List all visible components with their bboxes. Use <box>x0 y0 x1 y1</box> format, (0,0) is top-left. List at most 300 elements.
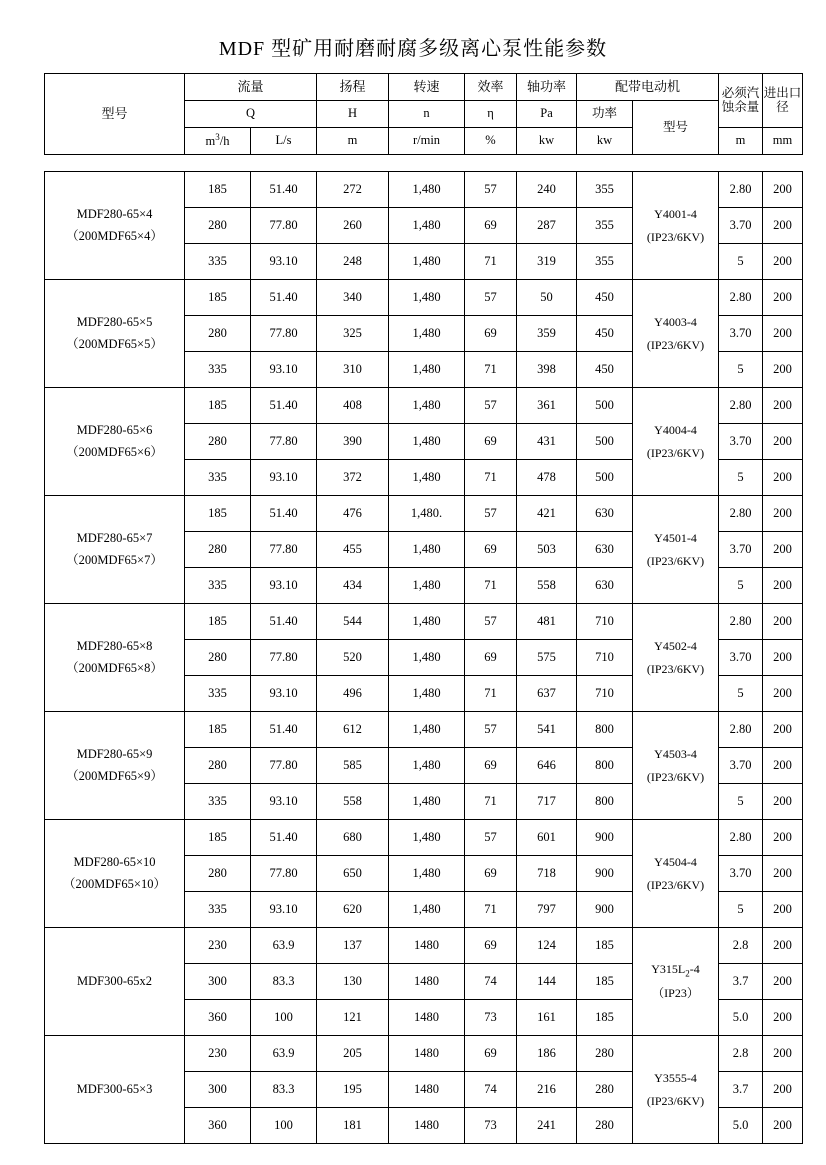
cell-diameter: 200 <box>763 424 803 460</box>
cell-flow-ls: 93.10 <box>251 244 317 280</box>
cell-flow-m3h: 185 <box>185 280 251 316</box>
cell-diameter: 200 <box>763 604 803 640</box>
cell-npsh: 5 <box>719 460 763 496</box>
cell-motor-power: 355 <box>577 172 633 208</box>
cell-diameter: 200 <box>763 1072 803 1108</box>
cell-motor-power: 450 <box>577 352 633 388</box>
cell-npsh: 5 <box>719 892 763 928</box>
cell-motor-power: 630 <box>577 568 633 604</box>
cell-diameter: 200 <box>763 964 803 1000</box>
unit-flow-m3h: $m^3/h$ <box>185 128 251 155</box>
cell-shaft-power: 558 <box>517 568 577 604</box>
cell-shaft-power: 601 <box>517 820 577 856</box>
cell-speed: 1,480 <box>389 640 465 676</box>
cell-efficiency: 71 <box>465 568 517 604</box>
cell-motor-power: 355 <box>577 208 633 244</box>
unit-npsh-m: m <box>719 128 763 155</box>
cell-motor-power: 280 <box>577 1036 633 1072</box>
row-model-line2: （200MDF65×9） <box>66 768 163 783</box>
cell-flow-m3h: 335 <box>185 892 251 928</box>
cell-head: 390 <box>317 424 389 460</box>
cell-flow-m3h: 280 <box>185 640 251 676</box>
cell-motor-power: 355 <box>577 244 633 280</box>
cell-head: 325 <box>317 316 389 352</box>
cell-motor-power: 185 <box>577 964 633 1000</box>
symbol-speed-n: n <box>389 101 465 128</box>
row-model-line1: MDF280-65×9 <box>76 747 153 762</box>
cell-flow-m3h: 300 <box>185 1072 251 1108</box>
row-model-line1: MDF280-65×7 <box>76 531 153 546</box>
row-model <box>45 604 185 712</box>
cell-flow-ls: 93.10 <box>251 352 317 388</box>
cell-speed: 1480 <box>389 1036 465 1072</box>
cell-diameter: 200 <box>763 856 803 892</box>
cell-diameter: 200 <box>763 640 803 676</box>
cell-efficiency: 57 <box>465 496 517 532</box>
cell-shaft-power: 431 <box>517 424 577 460</box>
cell-flow-m3h: 335 <box>185 460 251 496</box>
row-motor-line1: $Y315L_2-4$ <box>651 961 700 979</box>
cell-shaft-power: 637 <box>517 676 577 712</box>
row-motor-model <box>633 820 719 928</box>
cell-shaft-power: 361 <box>517 388 577 424</box>
cell-head: 340 <box>317 280 389 316</box>
cell-flow-m3h: 280 <box>185 316 251 352</box>
cell-flow-ls: 51.40 <box>251 280 317 316</box>
cell-shaft-power: 717 <box>517 784 577 820</box>
unit-dia-mm: mm <box>763 128 803 155</box>
cell-shaft-power: 646 <box>517 748 577 784</box>
cell-diameter: 200 <box>763 784 803 820</box>
cell-npsh: 5 <box>719 676 763 712</box>
cell-head: 544 <box>317 604 389 640</box>
cell-shaft-power: 797 <box>517 892 577 928</box>
cell-head: 260 <box>317 208 389 244</box>
cell-npsh: 5 <box>719 352 763 388</box>
cell-efficiency: 69 <box>465 640 517 676</box>
cell-motor-power: 900 <box>577 820 633 856</box>
row-model-line1: MDF280-65×5 <box>76 315 153 330</box>
row-model <box>45 928 185 1036</box>
cell-motor-power: 500 <box>577 460 633 496</box>
cell-diameter: 200 <box>763 568 803 604</box>
table-row <box>45 820 803 856</box>
cell-speed: 1,480 <box>389 568 465 604</box>
cell-efficiency: 73 <box>465 1000 517 1036</box>
cell-flow-m3h: 185 <box>185 820 251 856</box>
cell-speed: 1480 <box>389 928 465 964</box>
cell-flow-ls: 51.40 <box>251 604 317 640</box>
cell-speed: 1,480 <box>389 424 465 460</box>
cell-npsh: 3.7 <box>719 964 763 1000</box>
cell-flow-ls: 51.40 <box>251 712 317 748</box>
cell-diameter: 200 <box>763 388 803 424</box>
row-model-line2: （200MDF65×7） <box>66 552 163 567</box>
cell-diameter: 200 <box>763 1108 803 1144</box>
cell-flow-ls: 83.3 <box>251 964 317 1000</box>
unit-head-m: m <box>317 128 389 155</box>
cell-npsh: 3.70 <box>719 640 763 676</box>
header-npsh: 必须汽蚀余量 <box>719 74 763 128</box>
cell-speed: 1480 <box>389 1072 465 1108</box>
cell-efficiency: 71 <box>465 784 517 820</box>
cell-npsh: 3.70 <box>719 316 763 352</box>
row-model <box>45 280 185 388</box>
cell-motor-power: 500 <box>577 388 633 424</box>
unit-flow-ls: L/s <box>251 128 317 155</box>
cell-motor-power: 800 <box>577 748 633 784</box>
cell-npsh: 3.70 <box>719 424 763 460</box>
cell-shaft-power: 503 <box>517 532 577 568</box>
cell-shaft-power: 144 <box>517 964 577 1000</box>
cell-npsh: 2.8 <box>719 928 763 964</box>
cell-efficiency: 73 <box>465 1108 517 1144</box>
cell-efficiency: 69 <box>465 532 517 568</box>
cell-npsh: 2.80 <box>719 280 763 316</box>
cell-diameter: 200 <box>763 712 803 748</box>
cell-flow-ls: 93.10 <box>251 568 317 604</box>
cell-flow-ls: 77.80 <box>251 424 317 460</box>
cell-speed: 1,480 <box>389 856 465 892</box>
cell-npsh: 2.80 <box>719 820 763 856</box>
cell-efficiency: 57 <box>465 820 517 856</box>
cell-npsh: 2.80 <box>719 604 763 640</box>
cell-shaft-power: 481 <box>517 604 577 640</box>
cell-shaft-power: 241 <box>517 1108 577 1144</box>
cell-speed: 1,480 <box>389 280 465 316</box>
cell-head: 520 <box>317 640 389 676</box>
cell-flow-ls: 77.80 <box>251 208 317 244</box>
cell-motor-power: 450 <box>577 316 633 352</box>
cell-speed: 1,480 <box>389 208 465 244</box>
row-motor-line2: (IP23/6KV) <box>646 445 705 460</box>
cell-speed: 1,480 <box>389 676 465 712</box>
cell-head: 272 <box>317 172 389 208</box>
row-model-line1: MDF280-65×4 <box>76 207 153 222</box>
cell-diameter: 200 <box>763 928 803 964</box>
cell-shaft-power: 478 <box>517 460 577 496</box>
cell-flow-m3h: 360 <box>185 1000 251 1036</box>
symbol-flow-q: Q <box>185 101 317 128</box>
symbol-motor-power: 功率 <box>577 101 633 128</box>
row-model-line2: （200MDF65×5） <box>66 336 163 351</box>
cell-motor-power: 630 <box>577 532 633 568</box>
row-model <box>45 496 185 604</box>
cell-efficiency: 71 <box>465 460 517 496</box>
cell-flow-m3h: 280 <box>185 748 251 784</box>
cell-efficiency: 71 <box>465 244 517 280</box>
cell-efficiency: 74 <box>465 1072 517 1108</box>
cell-head: 137 <box>317 928 389 964</box>
row-motor-line1: Y4502-4 <box>654 638 697 653</box>
cell-efficiency: 71 <box>465 676 517 712</box>
cell-flow-ls: 51.40 <box>251 820 317 856</box>
row-model-line1: MDF300-65×3 <box>76 1081 153 1096</box>
cell-motor-power: 710 <box>577 640 633 676</box>
cell-efficiency: 57 <box>465 388 517 424</box>
cell-npsh: 2.80 <box>719 172 763 208</box>
row-motor-line1: Y4001-4 <box>654 206 697 221</box>
cell-speed: 1,480 <box>389 244 465 280</box>
cell-flow-ls: 77.80 <box>251 640 317 676</box>
cell-speed: 1480 <box>389 964 465 1000</box>
unit-motor-kw: kw <box>577 128 633 155</box>
unit-efficiency-pct: % <box>465 128 517 155</box>
cell-flow-ls: 51.40 <box>251 388 317 424</box>
row-model-line1: MDF280-65×8 <box>76 639 153 654</box>
cell-npsh: 5.0 <box>719 1108 763 1144</box>
cell-flow-m3h: 280 <box>185 532 251 568</box>
cell-head: 372 <box>317 460 389 496</box>
cell-motor-power: 710 <box>577 676 633 712</box>
cell-flow-ls: 93.10 <box>251 784 317 820</box>
cell-npsh: 3.70 <box>719 856 763 892</box>
row-motor-model <box>633 388 719 496</box>
cell-motor-power: 630 <box>577 496 633 532</box>
header-flow: 流量 <box>185 74 317 101</box>
cell-diameter: 200 <box>763 892 803 928</box>
cell-diameter: 200 <box>763 244 803 280</box>
cell-flow-m3h: 335 <box>185 676 251 712</box>
cell-speed: 1,480 <box>389 388 465 424</box>
cell-head: 680 <box>317 820 389 856</box>
row-motor-line1: Y4501-4 <box>654 530 697 545</box>
row-motor-model <box>633 1036 719 1144</box>
header-model: 型号 <box>45 74 185 155</box>
cell-flow-m3h: 360 <box>185 1108 251 1144</box>
row-motor-line2: （IP23） <box>652 986 699 1001</box>
cell-shaft-power: 216 <box>517 1072 577 1108</box>
cell-flow-ls: 77.80 <box>251 532 317 568</box>
row-model <box>45 820 185 928</box>
cell-flow-ls: 93.10 <box>251 892 317 928</box>
cell-npsh: 5 <box>719 784 763 820</box>
table-row <box>45 1036 803 1072</box>
cell-diameter: 200 <box>763 1036 803 1072</box>
cell-shaft-power: 718 <box>517 856 577 892</box>
cell-flow-m3h: 280 <box>185 424 251 460</box>
cell-efficiency: 71 <box>465 352 517 388</box>
row-motor-line2: (IP23/6KV) <box>646 769 705 784</box>
cell-flow-m3h: 185 <box>185 172 251 208</box>
cell-head: 558 <box>317 784 389 820</box>
cell-flow-m3h: 185 <box>185 604 251 640</box>
symbol-motor-model: 型号 <box>633 101 719 155</box>
cell-flow-ls: 93.10 <box>251 460 317 496</box>
header-shaft-power: 轴功率 <box>517 74 577 101</box>
cell-shaft-power: 319 <box>517 244 577 280</box>
symbol-head-h: H <box>317 101 389 128</box>
cell-head: 130 <box>317 964 389 1000</box>
cell-head: 181 <box>317 1108 389 1144</box>
cell-motor-power: 800 <box>577 712 633 748</box>
cell-motor-power: 710 <box>577 604 633 640</box>
spec-table-header <box>44 73 803 155</box>
cell-head: 496 <box>317 676 389 712</box>
cell-shaft-power: 359 <box>517 316 577 352</box>
cell-head: 620 <box>317 892 389 928</box>
cell-shaft-power: 287 <box>517 208 577 244</box>
cell-diameter: 200 <box>763 352 803 388</box>
cell-flow-m3h: 230 <box>185 928 251 964</box>
row-model <box>45 1036 185 1144</box>
cell-flow-m3h: 335 <box>185 784 251 820</box>
row-model-line2: （200MDF65×4） <box>66 228 163 243</box>
cell-motor-power: 500 <box>577 424 633 460</box>
row-model <box>45 388 185 496</box>
cell-flow-m3h: 280 <box>185 208 251 244</box>
cell-speed: 1,480 <box>389 784 465 820</box>
cell-efficiency: 69 <box>465 316 517 352</box>
cell-flow-ls: 51.40 <box>251 496 317 532</box>
cell-head: 476 <box>317 496 389 532</box>
cell-motor-power: 900 <box>577 856 633 892</box>
cell-head: 408 <box>317 388 389 424</box>
row-model-line1: MDF280-65×10 <box>73 855 156 870</box>
cell-head: 121 <box>317 1000 389 1036</box>
cell-diameter: 200 <box>763 496 803 532</box>
cell-motor-power: 185 <box>577 1000 633 1036</box>
cell-flow-m3h: 185 <box>185 388 251 424</box>
row-motor-line2: (IP23/6KV) <box>646 1093 705 1108</box>
table-row <box>45 388 803 424</box>
table-row <box>45 172 803 208</box>
cell-motor-power: 900 <box>577 892 633 928</box>
cell-shaft-power: 50 <box>517 280 577 316</box>
cell-head: 205 <box>317 1036 389 1072</box>
row-motor-model <box>633 280 719 388</box>
cell-speed: 1,480 <box>389 352 465 388</box>
row-motor-line2: (IP23/6KV) <box>646 661 705 676</box>
row-motor-line1: Y4504-4 <box>654 854 697 869</box>
row-model <box>45 712 185 820</box>
cell-npsh: 5 <box>719 244 763 280</box>
row-model-line1: MDF300-65x2 <box>76 973 152 988</box>
symbol-efficiency-eta: η <box>465 101 517 128</box>
row-motor-line1: Y4004-4 <box>654 422 697 437</box>
cell-speed: 1,480 <box>389 316 465 352</box>
table-row <box>45 496 803 532</box>
cell-flow-ls: 77.80 <box>251 856 317 892</box>
cell-motor-power: 800 <box>577 784 633 820</box>
cell-head: 650 <box>317 856 389 892</box>
cell-npsh: 3.7 <box>719 1072 763 1108</box>
row-motor-line1: Y4503-4 <box>654 746 697 761</box>
header-row-group <box>45 74 803 101</box>
cell-speed: 1,480 <box>389 460 465 496</box>
cell-shaft-power: 421 <box>517 496 577 532</box>
cell-shaft-power: 240 <box>517 172 577 208</box>
cell-shaft-power: 575 <box>517 640 577 676</box>
cell-shaft-power: 541 <box>517 712 577 748</box>
table-row <box>45 604 803 640</box>
row-motor-model <box>633 496 719 604</box>
cell-flow-m3h: 335 <box>185 352 251 388</box>
cell-flow-m3h: 185 <box>185 496 251 532</box>
cell-speed: 1480 <box>389 1000 465 1036</box>
cell-npsh: 2.80 <box>719 388 763 424</box>
cell-flow-ls: 63.9 <box>251 928 317 964</box>
cell-npsh: 3.70 <box>719 208 763 244</box>
cell-speed: 1,480 <box>389 172 465 208</box>
table-row <box>45 712 803 748</box>
header-motor: 配带电动机 <box>577 74 719 101</box>
cell-head: 585 <box>317 748 389 784</box>
row-model <box>45 172 185 280</box>
unit-speed-rmin: r/min <box>389 128 465 155</box>
cell-diameter: 200 <box>763 460 803 496</box>
row-motor-line2: (IP23/6KV) <box>646 337 705 352</box>
cell-motor-power: 185 <box>577 928 633 964</box>
cell-flow-ls: 100 <box>251 1108 317 1144</box>
cell-flow-ls: 77.80 <box>251 748 317 784</box>
cell-flow-m3h: 300 <box>185 964 251 1000</box>
cell-head: 310 <box>317 352 389 388</box>
cell-flow-m3h: 280 <box>185 856 251 892</box>
header-speed: 转速 <box>389 74 465 101</box>
cell-motor-power: 280 <box>577 1108 633 1144</box>
cell-diameter: 200 <box>763 748 803 784</box>
cell-efficiency: 69 <box>465 856 517 892</box>
cell-npsh: 3.70 <box>719 532 763 568</box>
cell-motor-power: 450 <box>577 280 633 316</box>
table-row <box>45 928 803 964</box>
cell-diameter: 200 <box>763 820 803 856</box>
cell-efficiency: 69 <box>465 748 517 784</box>
cell-flow-ls: 51.40 <box>251 172 317 208</box>
cell-efficiency: 69 <box>465 424 517 460</box>
cell-efficiency: 69 <box>465 928 517 964</box>
cell-motor-power: 280 <box>577 1072 633 1108</box>
row-model-line2: （200MDF65×8） <box>66 660 163 675</box>
cell-speed: 1480 <box>389 1108 465 1144</box>
cell-efficiency: 69 <box>465 1036 517 1072</box>
cell-flow-m3h: 335 <box>185 244 251 280</box>
row-model-line1: MDF280-65×6 <box>76 423 153 438</box>
cell-head: 434 <box>317 568 389 604</box>
cell-flow-ls: 63.9 <box>251 1036 317 1072</box>
header-inlet-outlet: 进出口径 <box>763 74 803 128</box>
cell-efficiency: 74 <box>465 964 517 1000</box>
cell-speed: 1,480 <box>389 748 465 784</box>
cell-efficiency: 57 <box>465 280 517 316</box>
symbol-shaft-pa: Pa <box>517 101 577 128</box>
cell-efficiency: 57 <box>465 172 517 208</box>
cell-flow-m3h: 230 <box>185 1036 251 1072</box>
table-row <box>45 280 803 316</box>
spec-table-body <box>44 171 803 1144</box>
cell-flow-m3h: 185 <box>185 712 251 748</box>
cell-speed: 1,480 <box>389 712 465 748</box>
cell-npsh: 2.80 <box>719 712 763 748</box>
cell-flow-ls: 93.10 <box>251 676 317 712</box>
row-motor-model <box>633 604 719 712</box>
cell-efficiency: 69 <box>465 208 517 244</box>
row-model-line2: （200MDF65×6） <box>66 444 163 459</box>
cell-head: 612 <box>317 712 389 748</box>
cell-flow-m3h: 335 <box>185 568 251 604</box>
cell-efficiency: 57 <box>465 604 517 640</box>
row-motor-line2: (IP23/6KV) <box>646 877 705 892</box>
page-title: MDF 型矿用耐磨耐腐多级离心泵性能参数 <box>218 38 608 60</box>
cell-diameter: 200 <box>763 208 803 244</box>
header-head: 扬程 <box>317 74 389 101</box>
cell-diameter: 200 <box>763 676 803 712</box>
cell-npsh: 2.8 <box>719 1036 763 1072</box>
row-motor-model <box>633 172 719 280</box>
cell-npsh: 5 <box>719 568 763 604</box>
cell-diameter: 200 <box>763 172 803 208</box>
